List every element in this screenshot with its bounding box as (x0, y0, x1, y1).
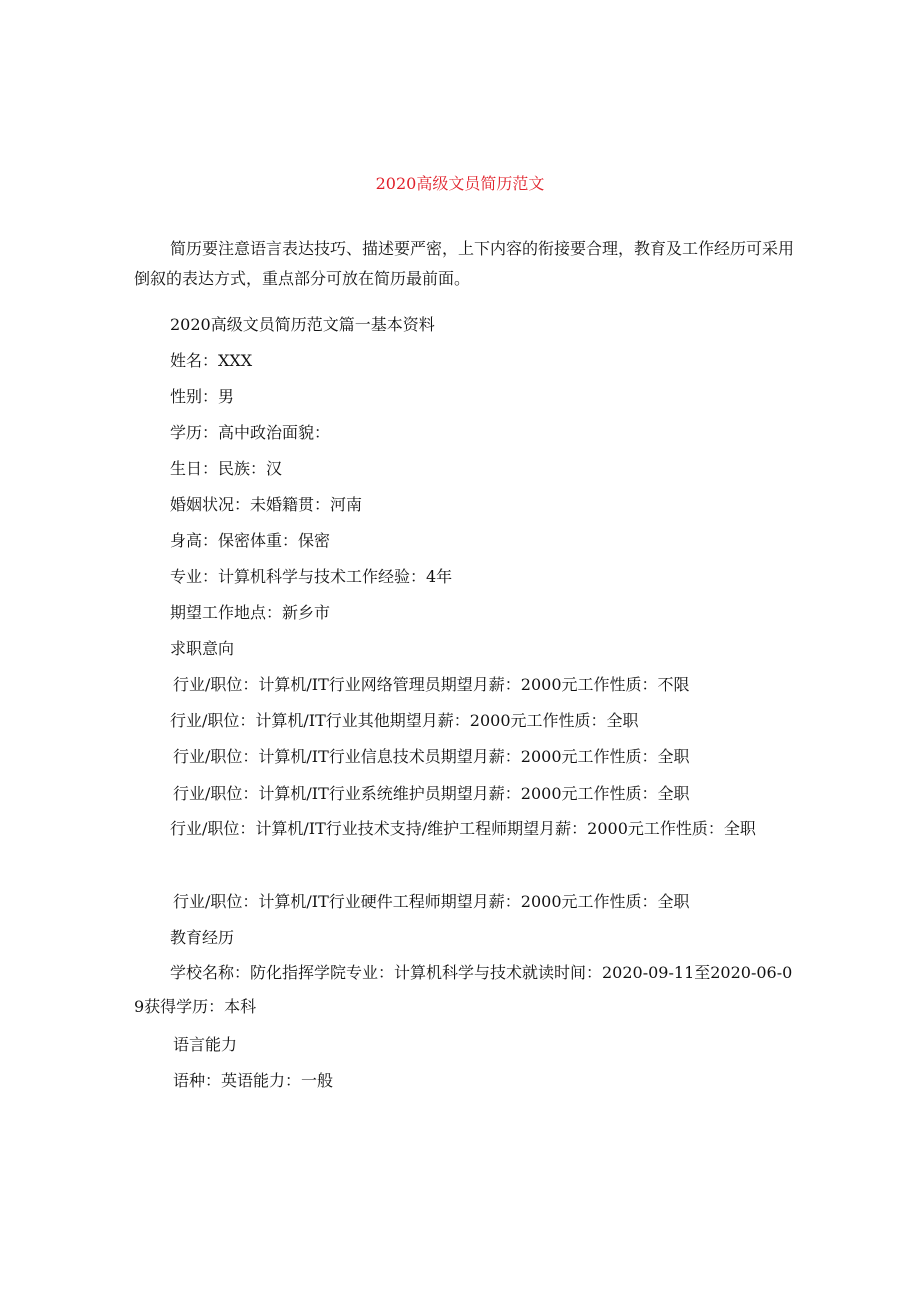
job-item: 行业/职位：计算机/IT行业信息技术员期望月薪：2000元工作性质：全职 (173, 747, 690, 766)
page-title: 2020高级文员简历范文 (375, 174, 545, 193)
basic-height: 身高：保密体重：保密 (170, 531, 331, 550)
job-item: 行业/职位：计算机/IT行业网络管理员期望月薪：2000元工作性质：不限 (173, 675, 690, 694)
basic-education: 学历：高中政治面貌： (170, 423, 331, 442)
section-heading-basic: 2020高级文员简历范文篇一基本资料 (170, 315, 435, 334)
language-entry: 语种：英语能力：一般 (173, 1071, 334, 1090)
job-item: 行业/职位：计算机/IT行业技术支持/维护工程师期望月薪：2000元工作性质：全职 (170, 819, 756, 838)
section-heading-education: 教育经历 (170, 928, 235, 947)
basic-name: 姓名：XXX (170, 351, 253, 370)
intro-paragraph: 简历要注意语言表达技巧、描述要严密，上下内容的衔接要合理，教育及工作经历可采用倒叙的表达方式，重点部分可放在简历最前面。 (134, 239, 795, 288)
section-heading-intent: 求职意向 (170, 639, 235, 658)
basic-birth: 生日：民族：汉 (170, 459, 283, 478)
job-item: 行业/职位：计算机/IT行业系统维护员期望月薪：2000元工作性质：全职 (173, 784, 690, 803)
section-heading-language: 语言能力 (173, 1035, 238, 1054)
basic-gender: 性别：男 (170, 387, 235, 406)
job-item: 行业/职位：计算机/IT行业其他期望月薪：2000元工作性质：全职 (170, 711, 639, 730)
education-entry: 学校名称：防化指挥学院专业：计算机科学与技术就读时间：2020-09-11至2020-06-09获得学历：本科 (134, 963, 793, 1016)
basic-location: 期望工作地点：新乡市 (170, 603, 331, 622)
basic-marital: 婚姻状况：未婚籍贯：河南 (170, 495, 363, 514)
basic-major: 专业：计算机科学与技术工作经验：4年 (170, 567, 453, 586)
job-item: 行业/职位：计算机/IT行业硬件工程师期望月薪：2000元工作性质：全职 (173, 892, 690, 911)
